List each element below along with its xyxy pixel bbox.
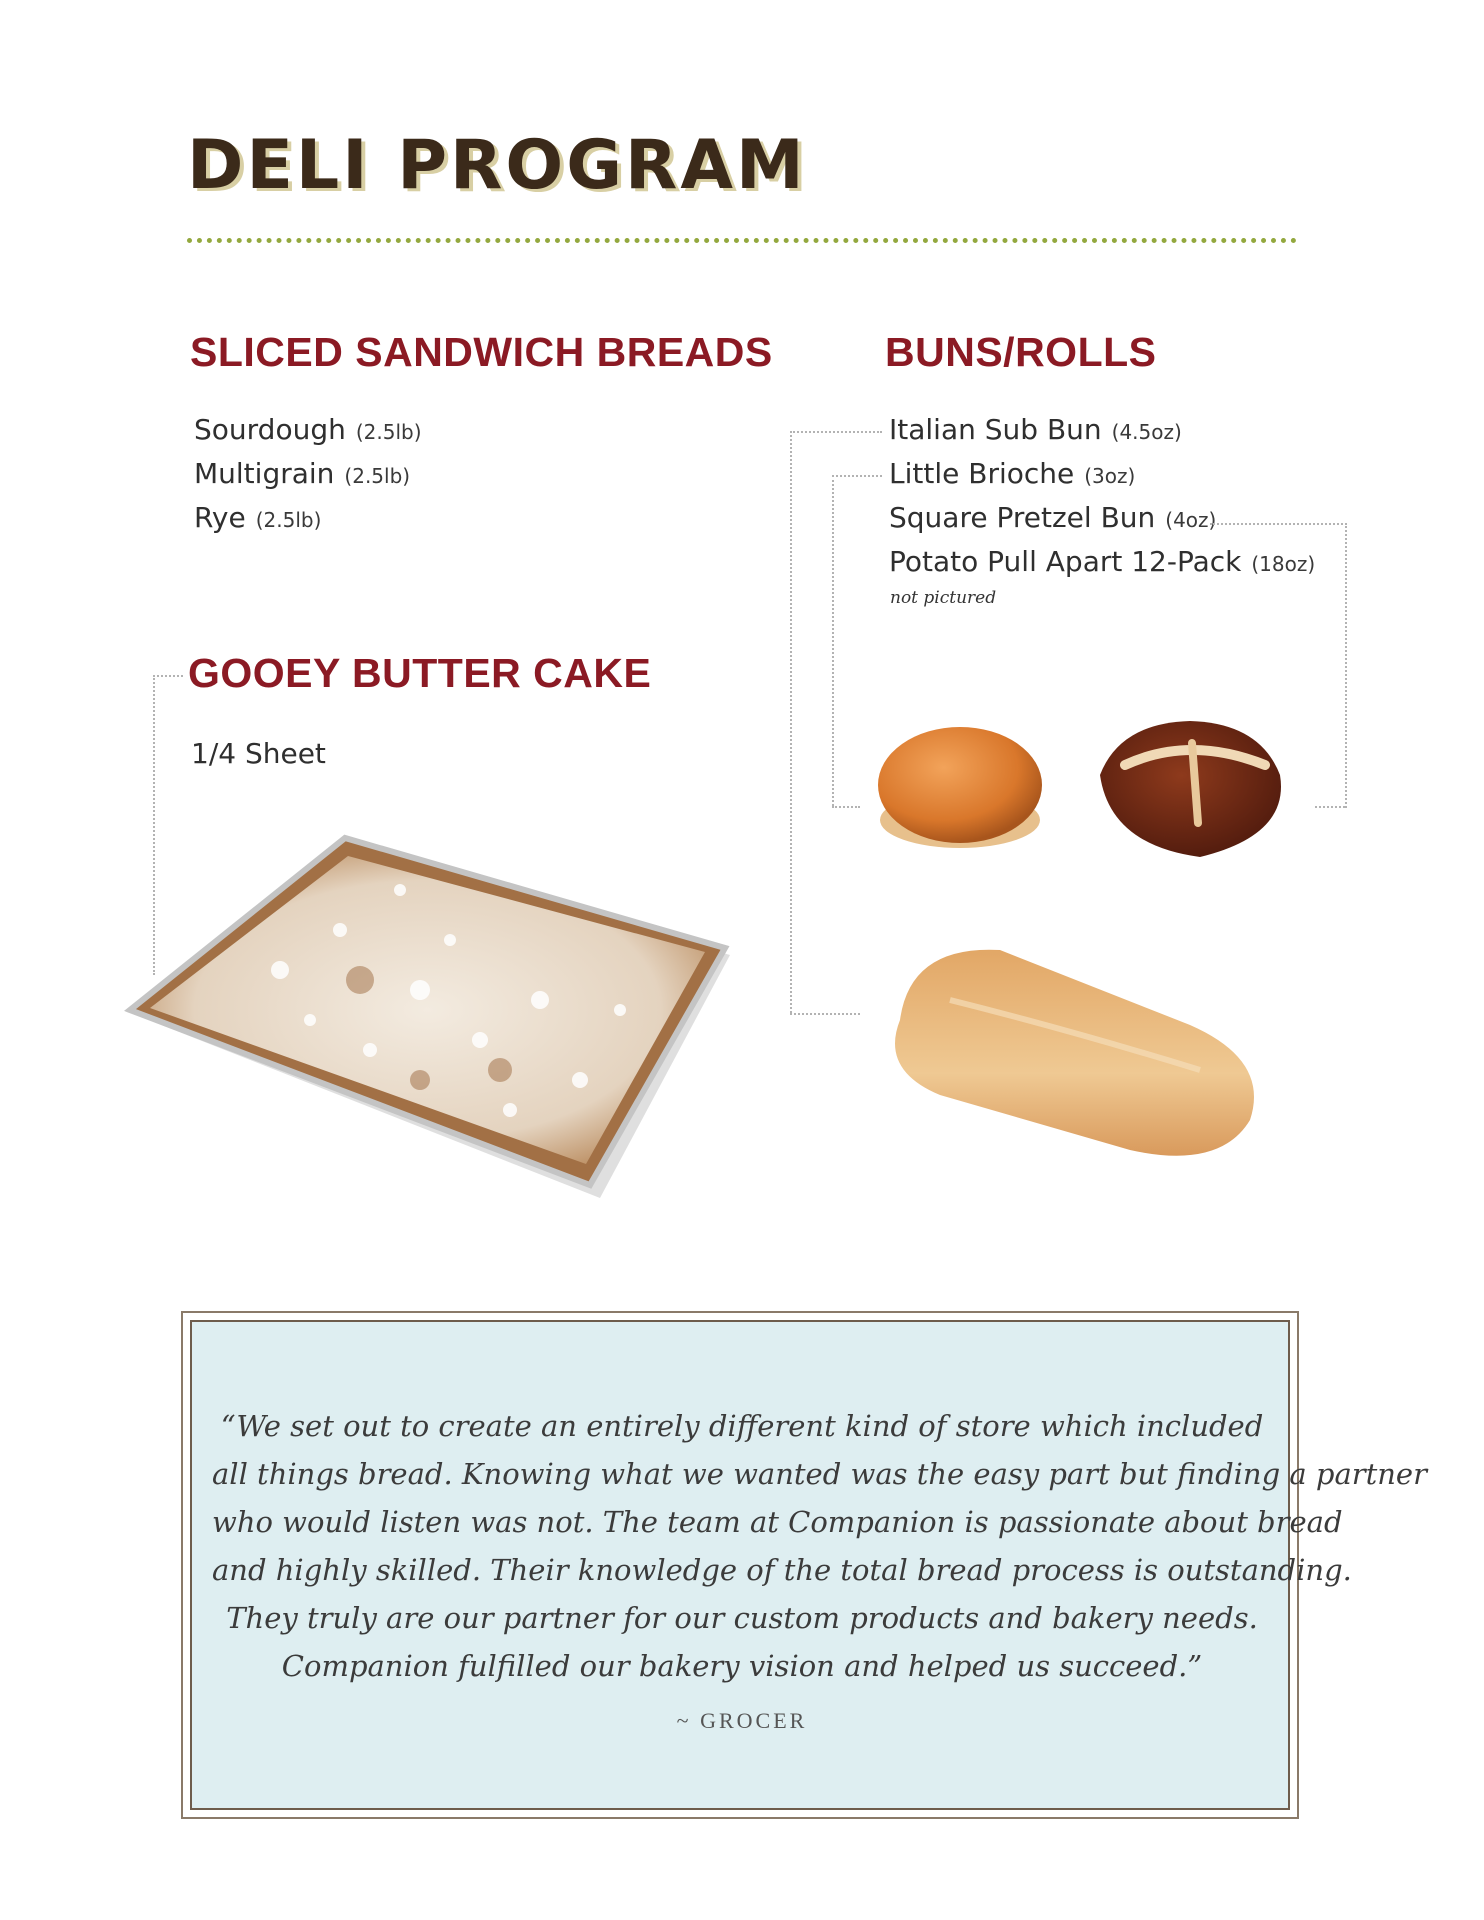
list-item	[889, 496, 1315, 540]
item-size: (3oz)	[1084, 464, 1136, 488]
brioche-connector-top	[832, 475, 882, 477]
pretzel-bun-image	[1080, 715, 1300, 865]
quote-line: all things bread. Knowing what we wanted was the easy part but finding a partner	[212, 1457, 1427, 1491]
sliced-breads-heading: SLICED SANDWICH BREADS	[190, 329, 773, 375]
buns-rolls-heading: BUNS/ROLLS	[885, 329, 1157, 375]
gooey-cake-heading: GOOEY BUTTER CAKE	[188, 650, 652, 696]
list-item	[194, 496, 422, 540]
quote-line: and highly skilled. Their knowledge of the total bread process is outstanding.	[212, 1553, 1352, 1587]
item-size: (4oz)	[1165, 508, 1217, 532]
item-size: (2.5lb)	[255, 508, 322, 532]
testimonial-quote	[212, 1402, 1427, 1690]
cake-connector-top	[153, 675, 183, 677]
item-size: (2.5lb)	[344, 464, 411, 488]
pretzel-connector-vertical	[1345, 523, 1347, 808]
sub-bun-connector-bottom	[790, 1013, 860, 1015]
item-name: Potato Pull Apart 12-Pack	[889, 545, 1242, 578]
item-name: Square Pretzel Bun	[889, 501, 1156, 534]
brioche-bun-image	[870, 720, 1050, 860]
brioche-connector-bottom	[832, 806, 860, 808]
page-title: DELI PROGRAM	[187, 126, 807, 205]
gooey-butter-cake-image	[120, 830, 740, 1210]
quote-line: Companion fulfilled our bakery vision and helped us succeed.”	[281, 1649, 1203, 1683]
list-item	[889, 452, 1315, 496]
title-divider	[187, 238, 1297, 243]
item-name: Italian Sub Bun	[889, 413, 1102, 446]
sub-bun-connector-top	[790, 431, 882, 433]
item-name: Rye	[194, 501, 246, 534]
item-size: (2.5lb)	[355, 420, 422, 444]
italian-sub-bun-image	[870, 930, 1270, 1170]
item-name: Sourdough	[194, 413, 346, 446]
item-size: (18oz)	[1251, 552, 1316, 576]
quote-line: “We set out to create an entirely different kind of store which included	[220, 1409, 1264, 1443]
sub-bun-connector-vertical	[790, 431, 792, 1013]
list-item	[194, 408, 422, 452]
list-item	[889, 408, 1315, 452]
pretzel-connector-bottom	[1315, 806, 1345, 808]
not-pictured-note: not pictured	[890, 588, 997, 608]
buns-rolls-list	[889, 408, 1315, 584]
gooey-cake-size: 1/4 Sheet	[191, 737, 326, 770]
item-size: (4.5oz)	[1111, 420, 1182, 444]
pretzel-connector-top	[1210, 523, 1347, 525]
brioche-connector-vertical	[832, 475, 834, 806]
testimonial-box	[190, 1320, 1427, 1810]
sliced-breads-list	[194, 408, 422, 540]
item-name: Multigrain	[194, 457, 335, 490]
list-item	[194, 452, 422, 496]
item-name: Little Brioche	[889, 457, 1075, 490]
list-item	[889, 540, 1315, 584]
quote-line: They truly are our partner for our custom products and bakery needs.	[226, 1601, 1258, 1635]
testimonial-attribution: ~ GROCER	[676, 1708, 808, 1733]
quote-line: who would listen was not. The team at Companion is passionate about bread	[212, 1505, 1343, 1539]
